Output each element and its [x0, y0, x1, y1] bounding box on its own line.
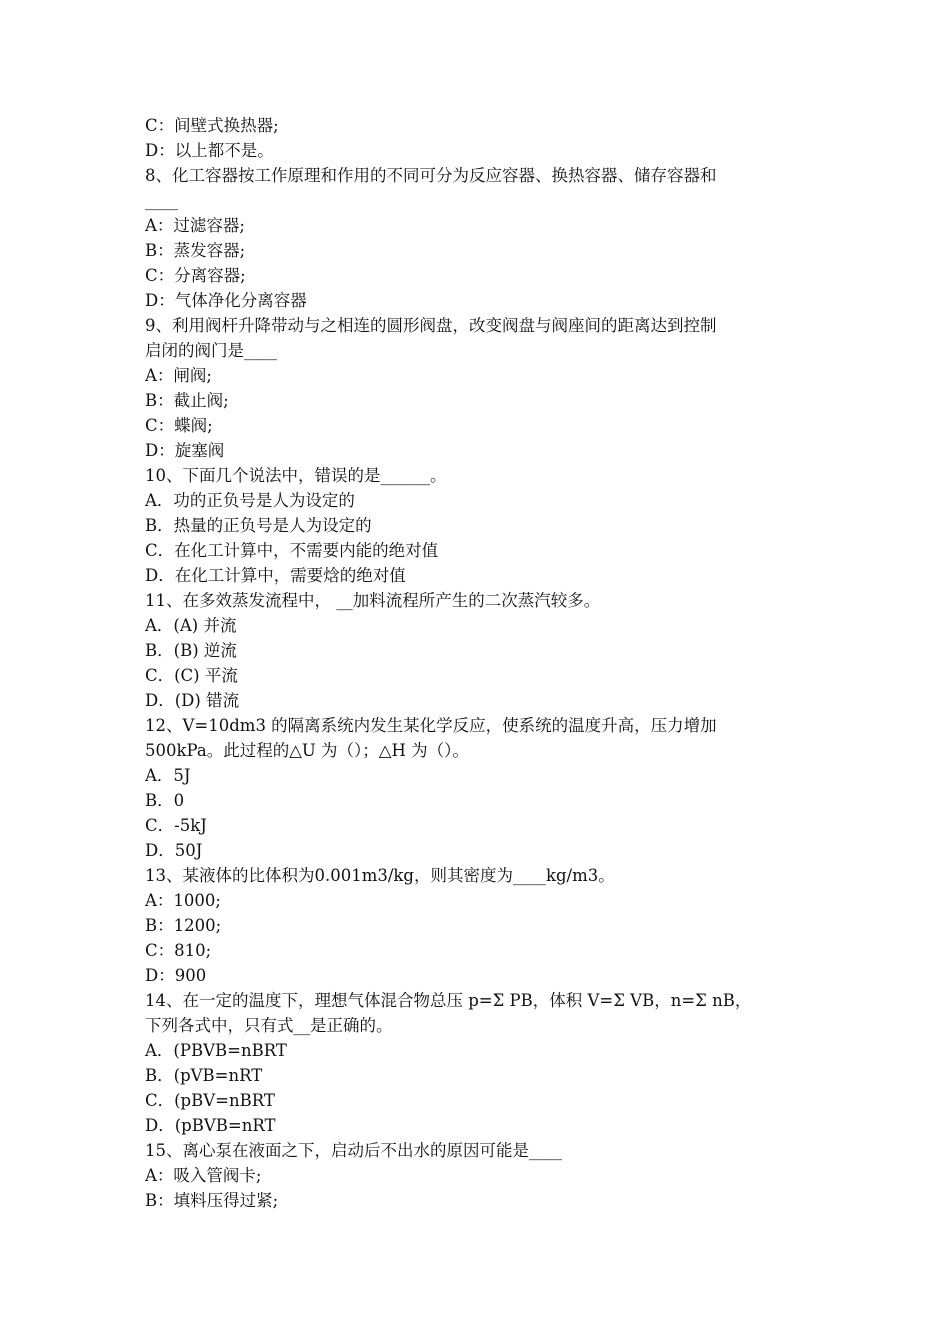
question-9-text: 9、利用阀杆升降带动与之相连的圆形阀盘，改变阀盘与阀座间的距离达到控制	[145, 316, 717, 335]
question-15-text: 15、离心泵在液面之下，启动后不出水的原因可能是____	[145, 1141, 562, 1160]
option-line: D：旋塞阀	[145, 441, 225, 460]
option-line: D：900	[145, 966, 207, 985]
option-line: A．5J	[145, 766, 191, 785]
option-line: A：吸入管阀卡;	[145, 1166, 262, 1185]
option-line: C：蝶阀;	[145, 416, 213, 435]
option-line: C．-5kJ	[145, 816, 207, 835]
option-line: B．(pVB=nRT	[145, 1066, 263, 1085]
option-line: A：闸阀;	[145, 366, 212, 385]
option-line: B．0	[145, 791, 185, 810]
option-line: B：填料压得过紧;	[145, 1191, 279, 1210]
option-line: C：810;	[145, 941, 212, 960]
text-line: D：以上都不是。	[145, 141, 274, 160]
option-line: C．在化工计算中，不需要内能的绝对值	[145, 541, 439, 560]
question-11-text: 11、在多效蒸发流程中， __加料流程所产生的二次蒸汽较多。	[145, 591, 601, 610]
question-14-text-cont: 下列各式中，只有式__是正确的。	[145, 1016, 393, 1035]
option-line: C．(C) 平流	[145, 666, 238, 685]
option-line: D．50J	[145, 841, 203, 860]
document-content	[145, 113, 810, 1213]
question-8-blank: ____	[145, 191, 178, 210]
option-line: B．热量的正负号是人为设定的	[145, 516, 372, 535]
question-9-text-cont: 启闭的阀门是____	[145, 341, 277, 360]
option-line: D．(pBVB=nRT	[145, 1116, 276, 1135]
option-line: B：蒸发容器;	[145, 241, 246, 260]
question-12-text: 12、V=10dm3 的隔离系统内发生某化学反应，使系统的温度升高，压力增加	[145, 716, 717, 735]
option-line: D．(D) 错流	[145, 691, 240, 710]
option-line: A：1000;	[145, 891, 221, 910]
question-13-text: 13、某液体的比体积为0.001m3/kg，则其密度为____kg/m3。	[145, 866, 615, 885]
option-line: C．(pBV=nBRT	[145, 1091, 275, 1110]
option-line: B．(B) 逆流	[145, 641, 237, 660]
question-10-text: 10、下面几个说法中，错误的是______。	[145, 466, 447, 485]
option-line: C：分离容器;	[145, 266, 246, 285]
option-line: A．功的正负号是人为设定的	[145, 491, 355, 510]
option-line: D．在化工计算中，需要焓的绝对值	[145, 566, 406, 585]
text-line: C：间壁式换热器;	[145, 116, 279, 135]
option-line: D：气体净化分离容器	[145, 291, 307, 310]
question-14-text: 14、在一定的温度下，理想气体混合物总压 p=Σ PB，体积 V=Σ VB，n=Σ nB，	[145, 991, 752, 1010]
question-12-text-cont: 500kPa。此过程的△U 为（）；△H 为（）。	[145, 741, 469, 760]
option-line: A：过滤容器;	[145, 216, 245, 235]
option-line: B：1200;	[145, 916, 222, 935]
option-line: B：截止阀;	[145, 391, 229, 410]
question-8-text: 8、化工容器按工作原理和作用的不同可分为反应容器、换热容器、储存容器和	[145, 166, 717, 185]
option-line: A．(A) 并流	[145, 616, 237, 635]
option-line: A．(PBVB=nBRT	[145, 1041, 287, 1060]
